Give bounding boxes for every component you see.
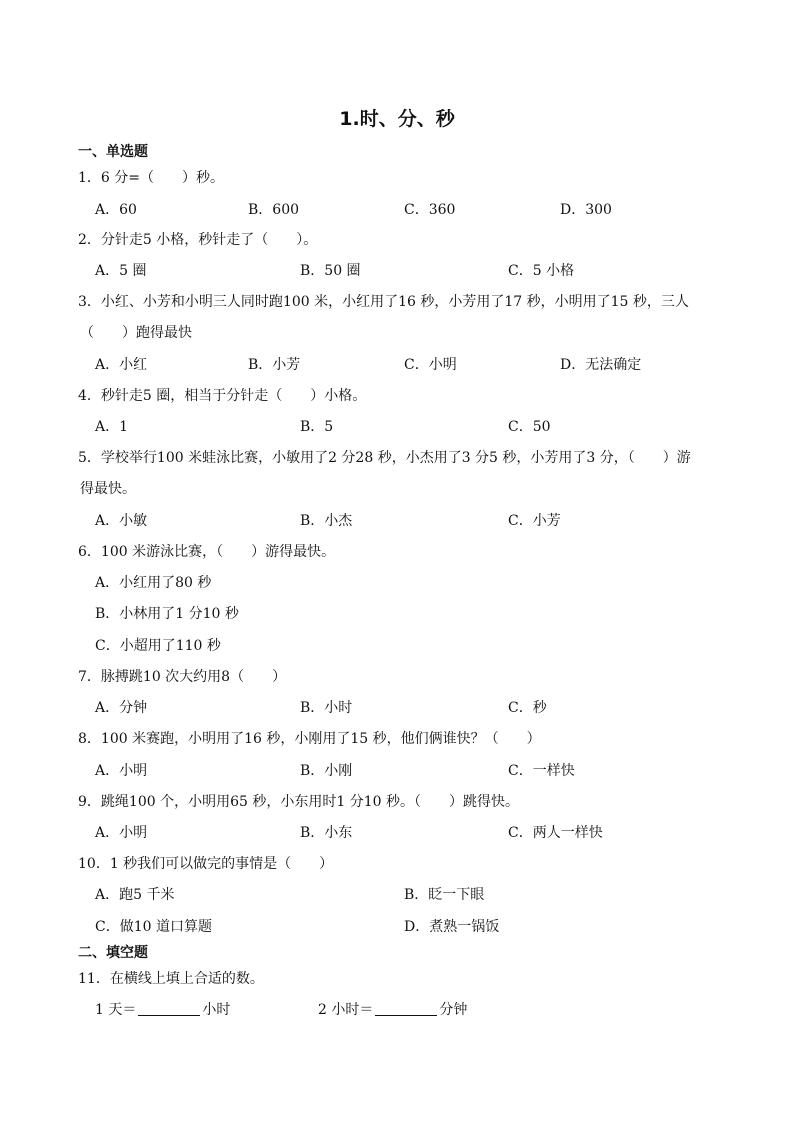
q1-option-c[interactable]: C．360: [404, 202, 456, 218]
q5-option-c[interactable]: C．小芳: [508, 513, 561, 529]
q10-option-a[interactable]: A．跑5 千米: [95, 887, 175, 903]
q3-option-d[interactable]: D．无法确定: [560, 357, 642, 373]
q6-option-b[interactable]: B．小林用了1 分10 秒: [95, 606, 239, 622]
q8-option-a[interactable]: A．小明: [95, 763, 148, 779]
q8-option-c[interactable]: C．一样快: [508, 763, 575, 779]
q6-option-a[interactable]: A．小红用了80 秒: [95, 575, 212, 591]
question-2: 2．分针走5 小格，秒针走了（ ）。: [78, 232, 318, 248]
q11-blank-1: [95, 999, 230, 1019]
question-8: 8．100 米赛跑，小明用了16 秒，小刚用了15 秒，他们俩谁快？（ ）: [78, 731, 541, 747]
q5-option-a[interactable]: A．小敏: [95, 513, 148, 529]
q3-option-a[interactable]: A．小红: [95, 357, 148, 373]
q10-option-b[interactable]: B．眨一下眼: [404, 887, 485, 903]
q9-option-a[interactable]: A．小明: [95, 825, 148, 841]
q3-option-b[interactable]: B．小芳: [248, 357, 301, 373]
question-11: 11．在横线上填上合适的数。: [78, 971, 264, 987]
q11-blank-1-suffix: 小时: [202, 1002, 231, 1018]
section-heading-fill-in: 二、填空题: [78, 945, 148, 961]
q11-blank-1-prefix: 1 天＝: [95, 1002, 137, 1018]
q11-blank-2-line[interactable]: [375, 1001, 437, 1016]
q2-option-c[interactable]: C．5 小格: [508, 263, 575, 279]
q6-option-c[interactable]: C．小超用了110 秒: [95, 638, 221, 654]
q2-option-a[interactable]: A．5 圈: [95, 263, 147, 279]
question-9: 9．跳绳100 个，小明用65 秒，小东用时1 分10 秒。（ ）跳得快。: [78, 794, 519, 810]
q7-option-a[interactable]: A．分钟: [95, 700, 148, 716]
q4-option-a[interactable]: A．1: [95, 419, 129, 435]
q11-blank-1-line[interactable]: [138, 1001, 200, 1016]
question-7: 7．脉搏跳10 次大约用8（ ）: [78, 669, 287, 685]
question-4: 4．秒针走5 圈，相当于分针走（ ）小格。: [78, 388, 367, 404]
q2-option-b[interactable]: B．50 圈: [300, 263, 361, 279]
q1-option-d[interactable]: D．300: [560, 202, 612, 218]
section-heading-single-choice: 一、单选题: [78, 144, 148, 160]
q7-option-c[interactable]: C．秒: [508, 700, 547, 716]
q10-option-d[interactable]: D．煮熟一锅饭: [404, 919, 500, 935]
q5-option-b[interactable]: B．小杰: [300, 513, 353, 529]
q11-blank-2-prefix: 2 小时＝: [318, 1002, 374, 1018]
q7-option-b[interactable]: B．小时: [300, 700, 353, 716]
question-3-continued: （ ）跑得最快: [80, 325, 192, 341]
q4-option-b[interactable]: B．5: [300, 419, 334, 435]
q9-option-c[interactable]: C．两人一样快: [508, 825, 603, 841]
question-5: 5．学校举行100 米蛙泳比赛，小敏用了2 分28 秒，小杰用了3 分5 秒，小芳用了3 分，（ ）游: [78, 450, 691, 466]
question-5-continued: 得最快。: [80, 481, 136, 497]
question-10: 10．1 秒我们可以做完的事情是（ ）: [78, 856, 334, 872]
q8-option-b[interactable]: B．小刚: [300, 763, 353, 779]
q1-option-b[interactable]: B．600: [248, 202, 300, 218]
q3-option-c[interactable]: C．小明: [404, 357, 457, 373]
question-3: 3．小红、小芳和小明三人同时跑100 米，小红用了16 秒，小芳用了17 秒，小明用了15 秒，三人: [78, 294, 689, 310]
q9-option-b[interactable]: B．小东: [300, 825, 353, 841]
q11-blank-2: [318, 999, 467, 1019]
page-title: 1.时、分、秒: [339, 108, 455, 130]
q4-option-c[interactable]: C．50: [508, 419, 551, 435]
question-6: 6．100 米游泳比赛，（ ）游得最快。: [78, 544, 336, 560]
question-1: 1．6 分=（ ）秒。: [78, 170, 224, 186]
q11-blank-2-suffix: 分钟: [439, 1002, 468, 1018]
q10-option-c[interactable]: C．做10 道口算题: [95, 919, 212, 935]
q1-option-a[interactable]: A．60: [95, 202, 137, 218]
